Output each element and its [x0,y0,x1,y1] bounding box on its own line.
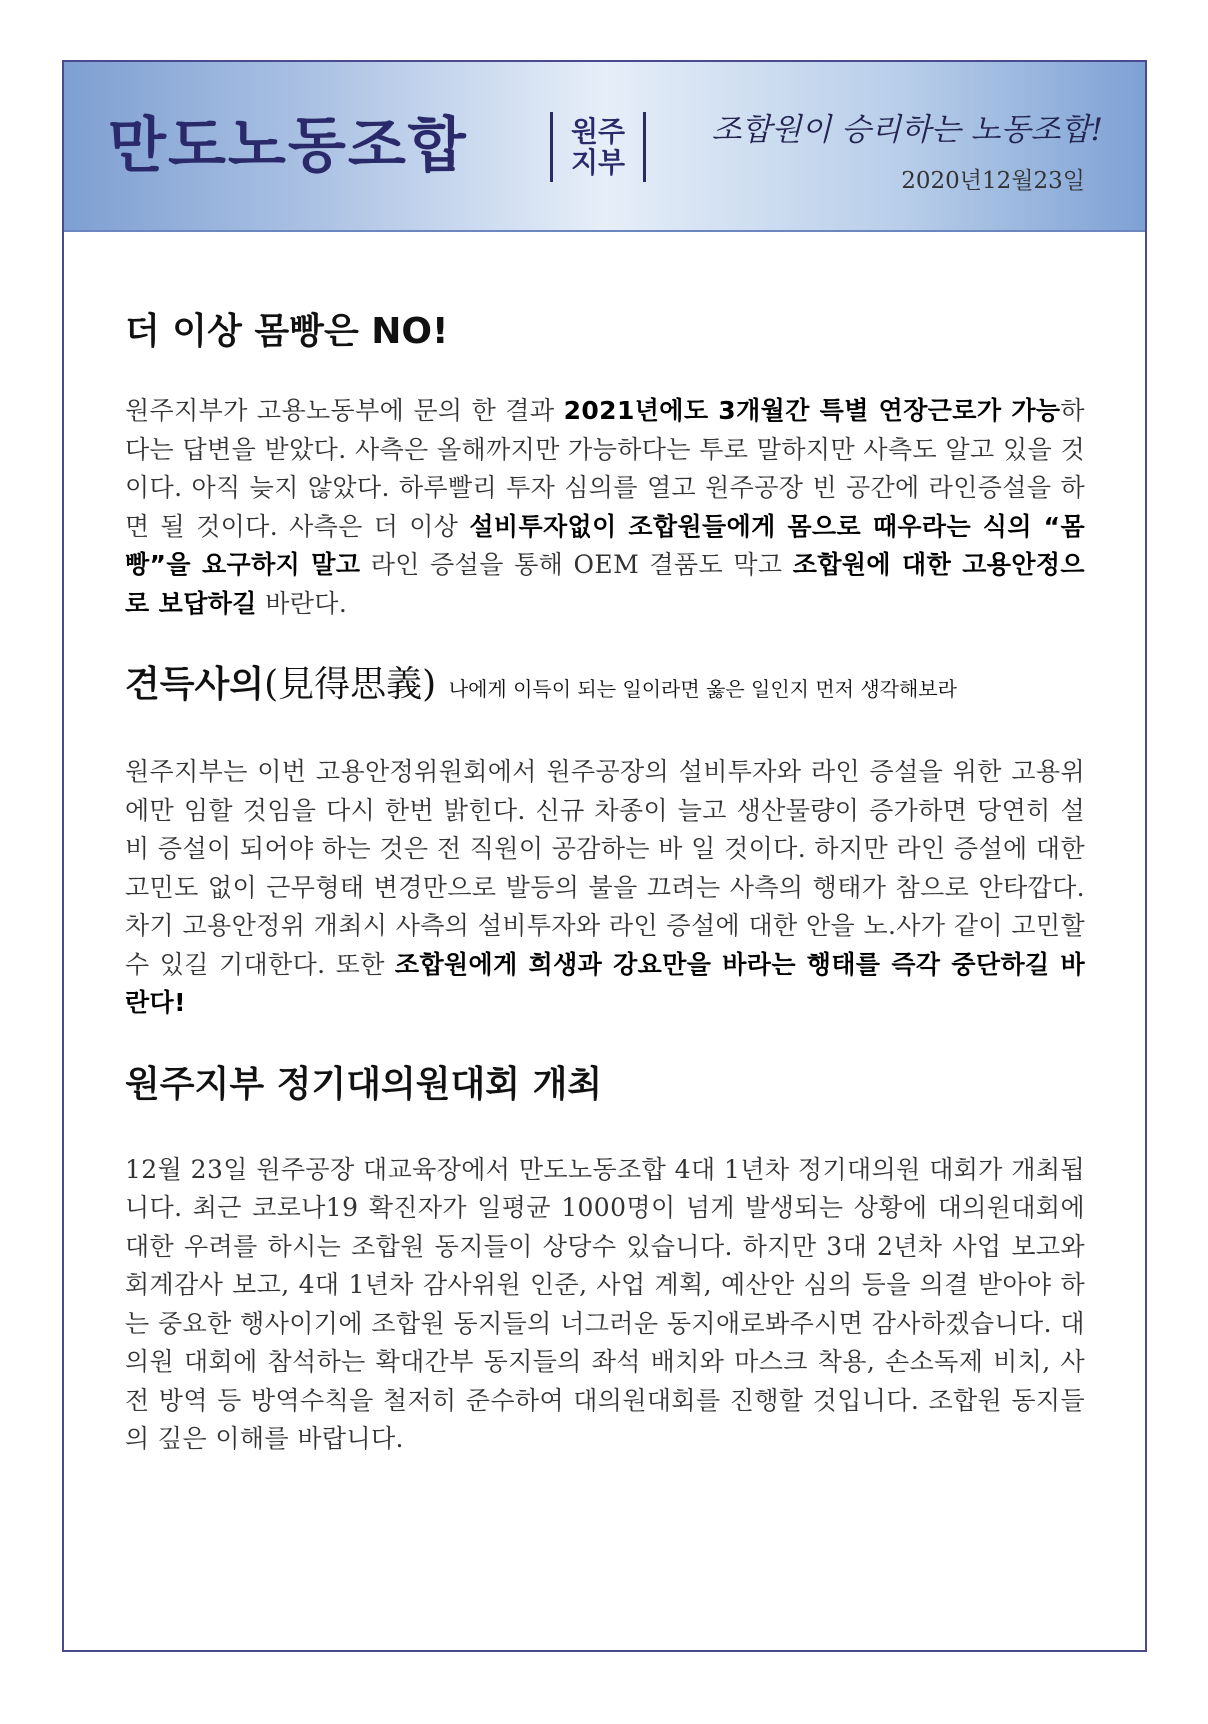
article-content [125,310,1085,1459]
section-2-subtitle: 나에게 이득이 되는 일이라면 옳은 일인지 먼저 생각해보라 [448,677,957,701]
branch-label: 원주지부 [570,115,626,179]
branch-badge [550,112,646,182]
slogan: 조합원이 승리하는 노동조합! [711,112,1103,148]
section-3-body: 12월 23일 원주공장 대교육장에서 만도노동조합 4대 1년차 정기대의원 대회가 개최됩니다. 최근 코로나19 확진자가 일평균 1000명이 넘게 발생되는 상황에 대의원대회에 대한 우려를 하시는 조합원 동지들이 상당수 있습니다. 하지만 3대 2년차 사업 보고와 회계감사 보고, 4대 1년차 감사위원 인준, 사업 계획, 예산안 심의 등을 의결 받아야 하는 중요한 행사이기에 조합원 동지들의 너그러운 동지애로봐주시면 감사하겠습니다. 대의원 대회에 참석하는 확대간부 동지들의 좌석 배치와 마스크 착용, 손소독제 비치, 사전 방역 등 방역수칙을 철저히 준수하여 대의원대회를 진행할 것입니다. 조합원 동지들의 깊은 이해를 바랍니다. [125,1154,1085,1453]
section-1-body: 원주지부가 고용노동부에 문의 한 결과 2021년에도 3개월간 특별 연장근로가 가능하다는 답변을 받았다. 사측은 올해까지만 가능하다는 투로 말하지만 사측도 알고 있을 것이다. 아직 늦지 않았다. 하루빨리 투자 심의를 열고 원주공장 빈 공간에 라인증설을 하면 될 것이다. 사측은 더 이상 설비투자없이 조합원들에게 몸으로 때우라는 식의 “몸빵”을 요구하지 말고 라인 증설을 통해 OEM 결품도 막고 조합원에 대한 고용안정으로 보답하길 바란다. [125,396,1086,618]
header-banner [64,62,1145,232]
section-3-title: 원주지부 정기대의원대회 개최 [125,1063,603,1105]
issue-date: 2020년12월23일 [901,168,1085,194]
section-2-title: 견득사의(見得思義) 나에게 이득이 되는 일이라면 옳은 일인지 먼저 생각해보라 [125,664,957,705]
section-2-body: 원주지부는 이번 고용안정위원회에서 원주공장의 설비투자와 라인 증설을 위한 고용위에만 임할 것임을 다시 한번 밝힌다. 신규 차종이 늘고 생산물량이 증가하면 당연히 설비 증설이 되어야 하는 것은 전 직원이 공감하는 바 일 것이다. 하지만 라인 증설에 대한 고민도 없이 근무형태 변경만으로 발등의 불을 끄려는 사측의 행태가 참으로 안타깝다. 차기 고용안정위 개최시 사측의 설비투자와 라인 증설에 대한 안을 노.사가 같이 고민할 수 있길 기대한다. 또한 조합원에게 희생과 강요만을 바라는 행태를 즉각 중단하길 바란다! [125,757,1086,1017]
section-1-title: 더 이상 몸빵은 NO! [125,311,449,352]
union-logo: 만도노동조합 [108,111,468,181]
